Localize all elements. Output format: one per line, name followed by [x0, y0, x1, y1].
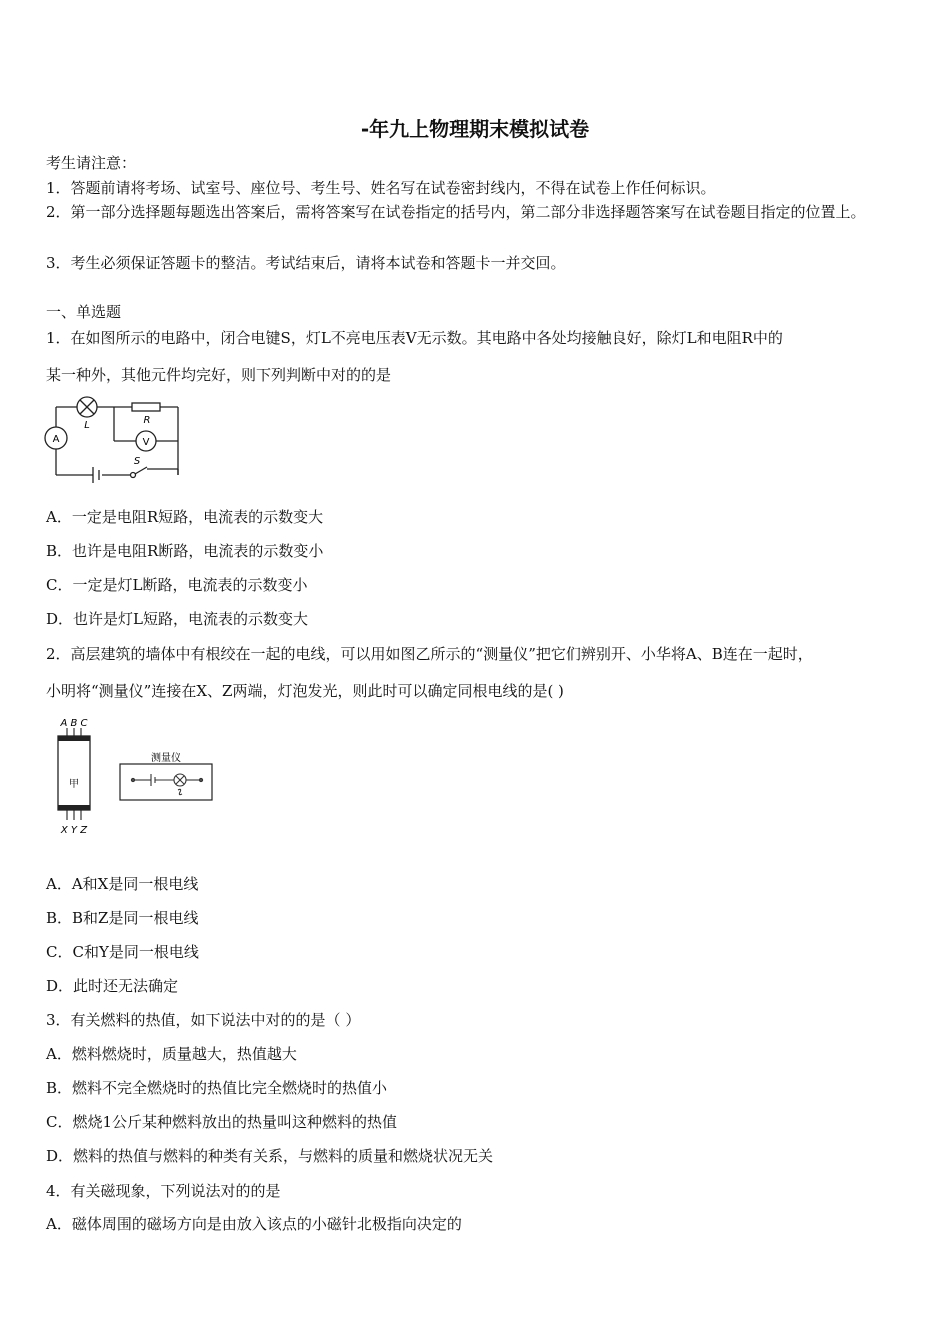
q2-option-a: A．A和X是同一根电线 [46, 875, 199, 893]
page-title: -年九上物理期末模拟试卷 [360, 117, 590, 141]
q3-option-d: D．燃料的热值与燃料的种类有关系，与燃料的质量和燃烧状况无关 [46, 1147, 494, 1165]
q1-circuit-diagram [44, 393, 184, 483]
q3-option-a: A．燃料燃烧时，质量越大，热值越大 [46, 1045, 297, 1063]
meter-label: 测量仪 [151, 753, 181, 764]
q1-option-a: A．一定是电阻R短路，电流表的示数变大 [46, 508, 324, 526]
q2-option-d: D．此时还无法确定 [46, 977, 179, 995]
terminals-bottom-label: X Y Z [60, 825, 88, 836]
q2-wire-diagram [54, 714, 224, 838]
q1-option-d: D．也许是灯L短路，电流表的示数变大 [46, 610, 308, 628]
resistor-label: R [143, 415, 151, 426]
q1-stem-line1: 1．在如图所示的电路中，闭合电键S，灯L不亮电压表V无示数。其电路中各处均接触良好，除灯L和电阻R中的 [46, 329, 783, 347]
q1-stem-line2: 某一种外，其他元件均完好，则下列判断中对的的是 [46, 366, 392, 384]
section-heading: 一、单选题 [46, 303, 122, 321]
notice-item-3: 3．考生必须保证答题卡的整洁。考试结束后，请将本试卷和答题卡一并交回。 [46, 254, 566, 272]
q1-option-b: B．也许是电阻R断路，电流表的示数变小 [46, 542, 324, 560]
q4-option-a: A．磁体周围的磁场方向是由放入该点的小磁针北极指向决定的 [46, 1215, 462, 1233]
box-label: 甲 [69, 779, 79, 790]
ammeter-label: A [52, 434, 60, 445]
switch-label: S [133, 456, 141, 467]
q4-stem: 4．有关磁现象，下列说法对的的是 [46, 1182, 281, 1200]
notice-heading: 考生请注意： [46, 154, 137, 172]
q1-option-c: C．一定是灯L断路，电流表的示数变小 [46, 576, 308, 594]
voltmeter-label: V [142, 437, 150, 448]
q2-stem-line1: 2．高层建筑的墙体中有根绞在一起的电线，可以用如图乙所示的“测量仪”把它们辨别开、小华将A、B连在一起时， [46, 645, 813, 663]
q2-stem-line2: 小明将“测量仪”连接在X、Z两端，灯泡发光，则此时可以确定同根电线的是( ) [46, 682, 564, 700]
lamp-label: L [84, 420, 90, 431]
terminals-top-label: A B C [60, 718, 88, 729]
notice-item-2: 2．第一部分选择题每题选出答案后，需将答案写在试卷指定的括号内，第二部分非选择题答案写在试卷题目指定的位置上。 [46, 203, 866, 221]
notice-item-1: 1．答题前请将考场、试室号、座位号、考生号、姓名写在试卷密封线内，不得在试卷上作任何标识。 [46, 179, 716, 197]
q2-option-c: C．C和Y是同一根电线 [46, 943, 199, 961]
q3-option-b: B．燃料不完全燃烧时的热值比完全燃烧时的热值小 [46, 1079, 388, 1097]
q3-stem: 3．有关燃料的热值，如下说法中对的的是（ ） [46, 1011, 361, 1029]
q2-option-b: B．B和Z是同一根电线 [46, 909, 199, 927]
q3-option-c: C．燃烧1公斤某种燃料放出的热量叫这种燃料的热值 [46, 1113, 398, 1131]
